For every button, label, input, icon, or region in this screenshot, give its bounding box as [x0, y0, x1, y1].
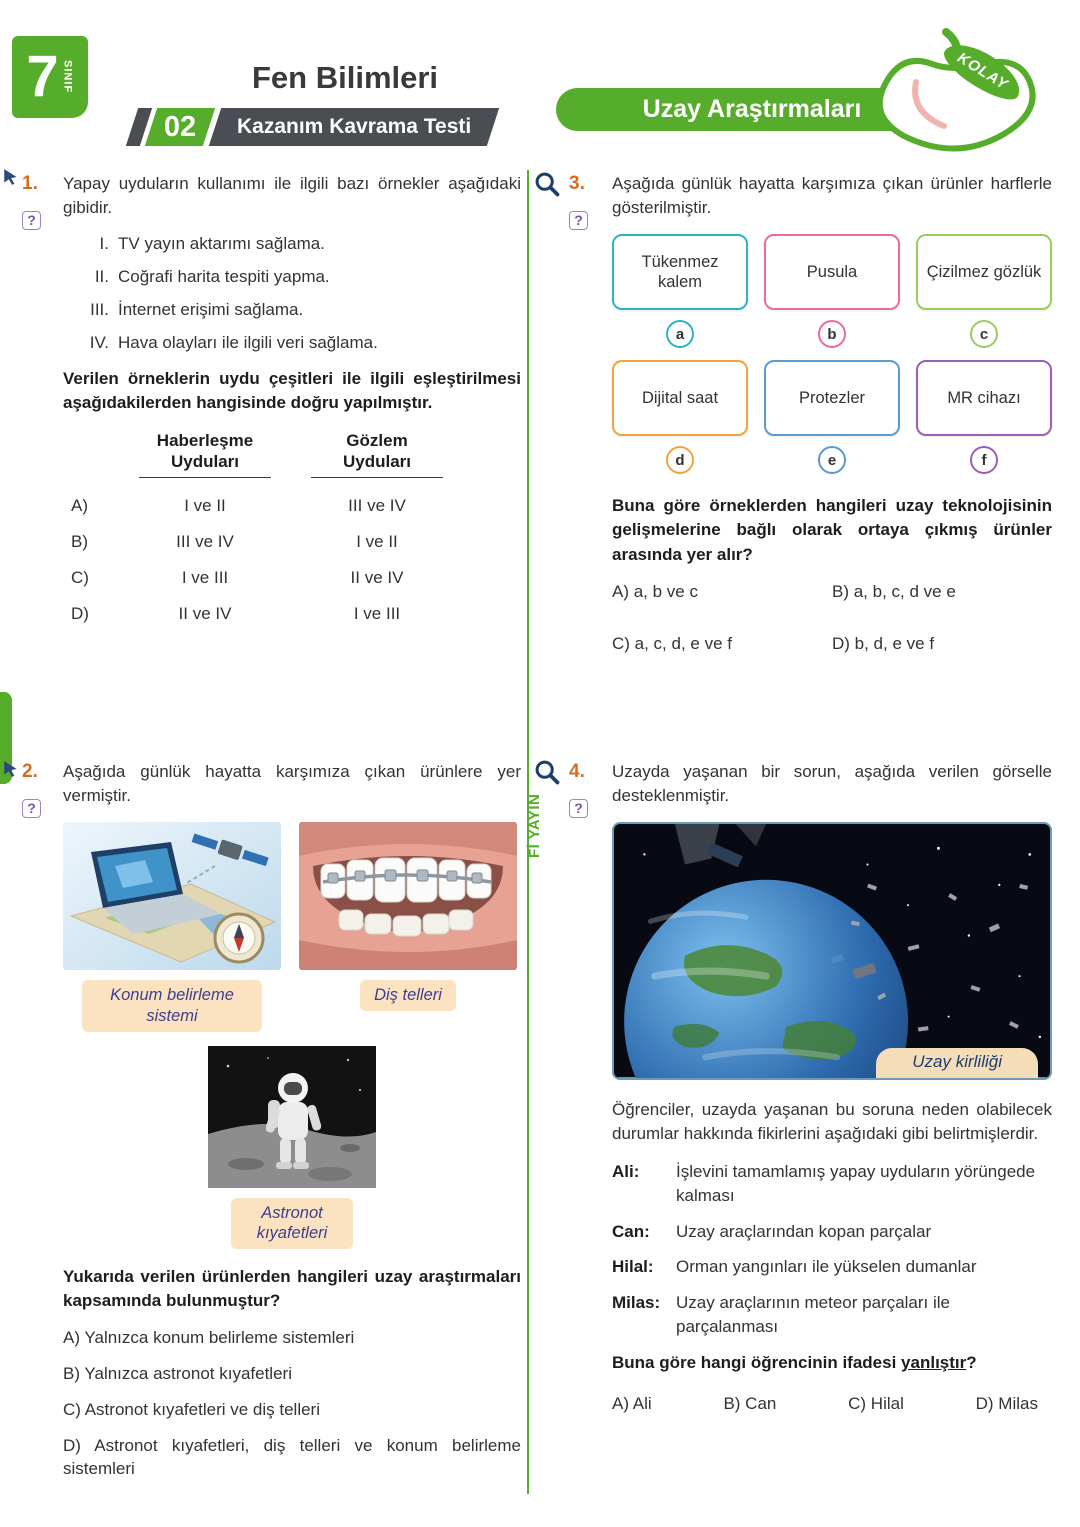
- product-item: [612, 234, 748, 348]
- question-3-options: [612, 581, 1052, 669]
- list-item: III. İnternet erişimi sağlama.: [90, 300, 304, 320]
- table-cell: I ve II: [184, 496, 226, 515]
- question-2: [22, 760, 521, 1494]
- question-1: [22, 172, 521, 760]
- table-cell: II ve IV: [350, 568, 404, 587]
- answer-option: C) a, c, d, e ve f: [612, 633, 732, 653]
- figure-caption: Konum belirleme sistemi: [82, 980, 262, 1031]
- question-3-products: [612, 234, 1052, 474]
- option-label: A): [71, 496, 88, 515]
- location-system-image: [63, 822, 281, 970]
- product-box: Pusula: [764, 234, 900, 310]
- question-1-number: 1.: [22, 173, 38, 194]
- figure-astronaut: [63, 1046, 521, 1249]
- question-1-items: [63, 234, 521, 353]
- table-cell: III ve IV: [176, 532, 234, 551]
- grade-label: SINIF: [61, 60, 74, 94]
- student-statements: [612, 1160, 1052, 1339]
- question-4-number: 4.: [569, 761, 585, 782]
- product-letter: c: [970, 320, 998, 348]
- grade-badge: [12, 36, 88, 118]
- question-4-stem: Buna göre hangi öğrencinin ifadesi yanlıştır?: [612, 1352, 977, 1372]
- product-item: [612, 360, 748, 474]
- answer-option: B) Can: [723, 1393, 777, 1413]
- product-letter: a: [666, 320, 694, 348]
- question-2-number: 2.: [22, 761, 38, 782]
- question-3-number: 3.: [569, 173, 585, 194]
- student-statement: [612, 1291, 1052, 1339]
- student-name: Hilal:: [612, 1257, 654, 1277]
- question-4-options: [612, 1393, 1052, 1429]
- space-debris-image: [614, 824, 1050, 1077]
- list-item: II. Coğrafi harita tespiti yapma.: [94, 267, 330, 287]
- test-number-badge: [145, 108, 216, 146]
- product-box: Protezler: [764, 360, 900, 436]
- test-type-ribbon: [209, 108, 500, 146]
- magnifier-icon: [533, 758, 561, 786]
- help-question-icon: ?: [569, 211, 588, 230]
- answer-option: D) b, d, e ve f: [832, 633, 935, 653]
- help-question-icon: ?: [569, 799, 588, 818]
- publisher-watermark: Fİ YAYIN: [526, 793, 543, 858]
- product-box: MR cihazı: [916, 360, 1052, 436]
- product-box: Dijital saat: [612, 360, 748, 436]
- cursor-icon: [2, 760, 20, 778]
- product-item: [916, 360, 1052, 474]
- question-4-body: Öğrenciler, uzayda yaşanan bu soruna neden olabilecek durumlar hakkında fikirlerini aşağıdaki gibi belirtmişlerdir.: [612, 1099, 1052, 1143]
- test-number: 02: [164, 110, 197, 143]
- option-label: D): [71, 604, 89, 623]
- student-statement: [612, 1220, 1052, 1244]
- test-type-label: Kazanım Kavrama Testi: [237, 115, 472, 138]
- student-statement: [612, 1160, 1052, 1208]
- list-item: IV. Hava olayları ile ilgili veri sağlama.: [89, 333, 378, 353]
- topic-banner: Uzay Araştırmaları: [556, 88, 948, 131]
- question-2-figures: [63, 822, 521, 1031]
- student-name: Ali:: [612, 1161, 640, 1181]
- grade-number: 7: [26, 44, 59, 109]
- product-letter: b: [818, 320, 846, 348]
- option-label: C): [71, 568, 89, 587]
- table-cell: II ve IV: [178, 604, 232, 623]
- answer-option: A) Ali: [612, 1393, 652, 1413]
- braces-image: [299, 822, 517, 970]
- table-cell: I ve II: [356, 532, 398, 551]
- figure-caption: Astronot kıyafetleri: [231, 1198, 353, 1249]
- help-question-icon: ?: [22, 799, 41, 818]
- figure-space-debris: [612, 822, 1052, 1079]
- student-text: İşlevini tamamlamış yapay uyduların yörüngede kalması: [676, 1161, 1036, 1205]
- astronaut-image: [208, 1046, 376, 1188]
- test-badge: [132, 108, 493, 146]
- question-4: [569, 760, 1052, 1429]
- product-box: Tükenmez kalem: [612, 234, 748, 310]
- left-column: [16, 166, 521, 1494]
- subject-title: Fen Bilimleri: [252, 60, 439, 95]
- question-3-stem: Buna göre örneklerden hangileri uzay teknolojisinin gelişmelerine bağlı olarak ortaya çıkmış ürünler arasında yer alır?: [612, 496, 1052, 564]
- question-1-stem: Verilen örneklerin uydu çeşitleri ile ilgili eşleştirilmesi aşağıdakilerden hangisinde doğru yapılmıştır.: [63, 369, 521, 413]
- student-text: Uzay araçlarından kopan parçalar: [676, 1221, 932, 1241]
- list-item: I. TV yayın aktarımı sağlama.: [99, 234, 325, 254]
- student-text: Uzay araçlarının meteor parçaları ile parçalanması: [676, 1293, 951, 1336]
- product-letter: f: [970, 446, 998, 474]
- difficulty-label: KOLAY: [954, 48, 1012, 94]
- pepper-icon: [852, 18, 1062, 163]
- right-column: [535, 166, 1064, 1494]
- figure-caption: Diş telleri: [360, 980, 456, 1011]
- student-name: Milas:: [612, 1293, 661, 1313]
- figure-caption: Uzay kirliliği: [876, 1048, 1038, 1078]
- answer-option: A) a, b ve c: [612, 581, 698, 601]
- product-letter: e: [818, 446, 846, 474]
- answer-option: B) a, b, c, d ve e: [832, 581, 956, 601]
- student-text: Orman yangınları ile yükselen dumanlar: [676, 1257, 977, 1277]
- answer-option: D) Astronot kıyafetleri, diş telleri ve konum belirleme sistemleri: [63, 1435, 521, 1478]
- question-2-intro: Aşağıda günlük hayatta karşımıza çıkan ürünlere yer vermiştir.: [63, 762, 521, 806]
- table-cell: III ve IV: [348, 496, 406, 515]
- table-cell: I ve III: [181, 568, 229, 587]
- question-3: [569, 172, 1052, 760]
- answer-option: C) Astronot kıyafetleri ve diş telleri: [63, 1399, 320, 1419]
- question-4-intro: Uzayda yaşanan bir sorun, aşağıda verilen görselle desteklenmiştir.: [612, 762, 1052, 806]
- figure-location-system: [63, 822, 281, 1031]
- question-2-options: [63, 1327, 521, 1481]
- product-item: [764, 360, 900, 474]
- cursor-icon: [2, 168, 20, 186]
- answer-option: A) Yalnızca konum belirleme sistemleri: [63, 1328, 355, 1347]
- answer-option: B) Yalnızca astronot kıyafetleri: [63, 1363, 292, 1383]
- magnifier-icon: [533, 170, 561, 198]
- help-question-icon: ?: [22, 211, 41, 230]
- table-cell: I ve III: [353, 604, 401, 623]
- product-item: [764, 234, 900, 348]
- answer-option: D) Milas: [975, 1393, 1038, 1413]
- question-1-answer-table: [63, 430, 521, 633]
- question-2-stem: Yukarıda verilen ürünlerden hangileri uzay araştırmaları kapsamında bulunmuştur?: [63, 1266, 521, 1310]
- question-3-intro: Aşağıda günlük hayatta karşımıza çıkan ürünler harflerle gösterilmiştir.: [612, 174, 1052, 218]
- option-label: B): [71, 532, 88, 551]
- table-header: Haberleşme Uyduları: [139, 430, 271, 479]
- student-name: Can:: [612, 1221, 650, 1241]
- page-header: [0, 0, 1080, 166]
- table-header: Gözlem Uyduları: [311, 430, 443, 479]
- product-item: [916, 234, 1052, 348]
- question-1-intro: Yapay uyduların kullanımı ile ilgili bazı örnekler aşağıdaki gibidir.: [63, 174, 521, 218]
- answer-option: C) Hilal: [848, 1393, 904, 1413]
- figure-braces: [299, 822, 517, 1011]
- product-box: Çizilmez gözlük: [916, 234, 1052, 310]
- product-letter: d: [666, 446, 694, 474]
- student-statement: [612, 1255, 1052, 1279]
